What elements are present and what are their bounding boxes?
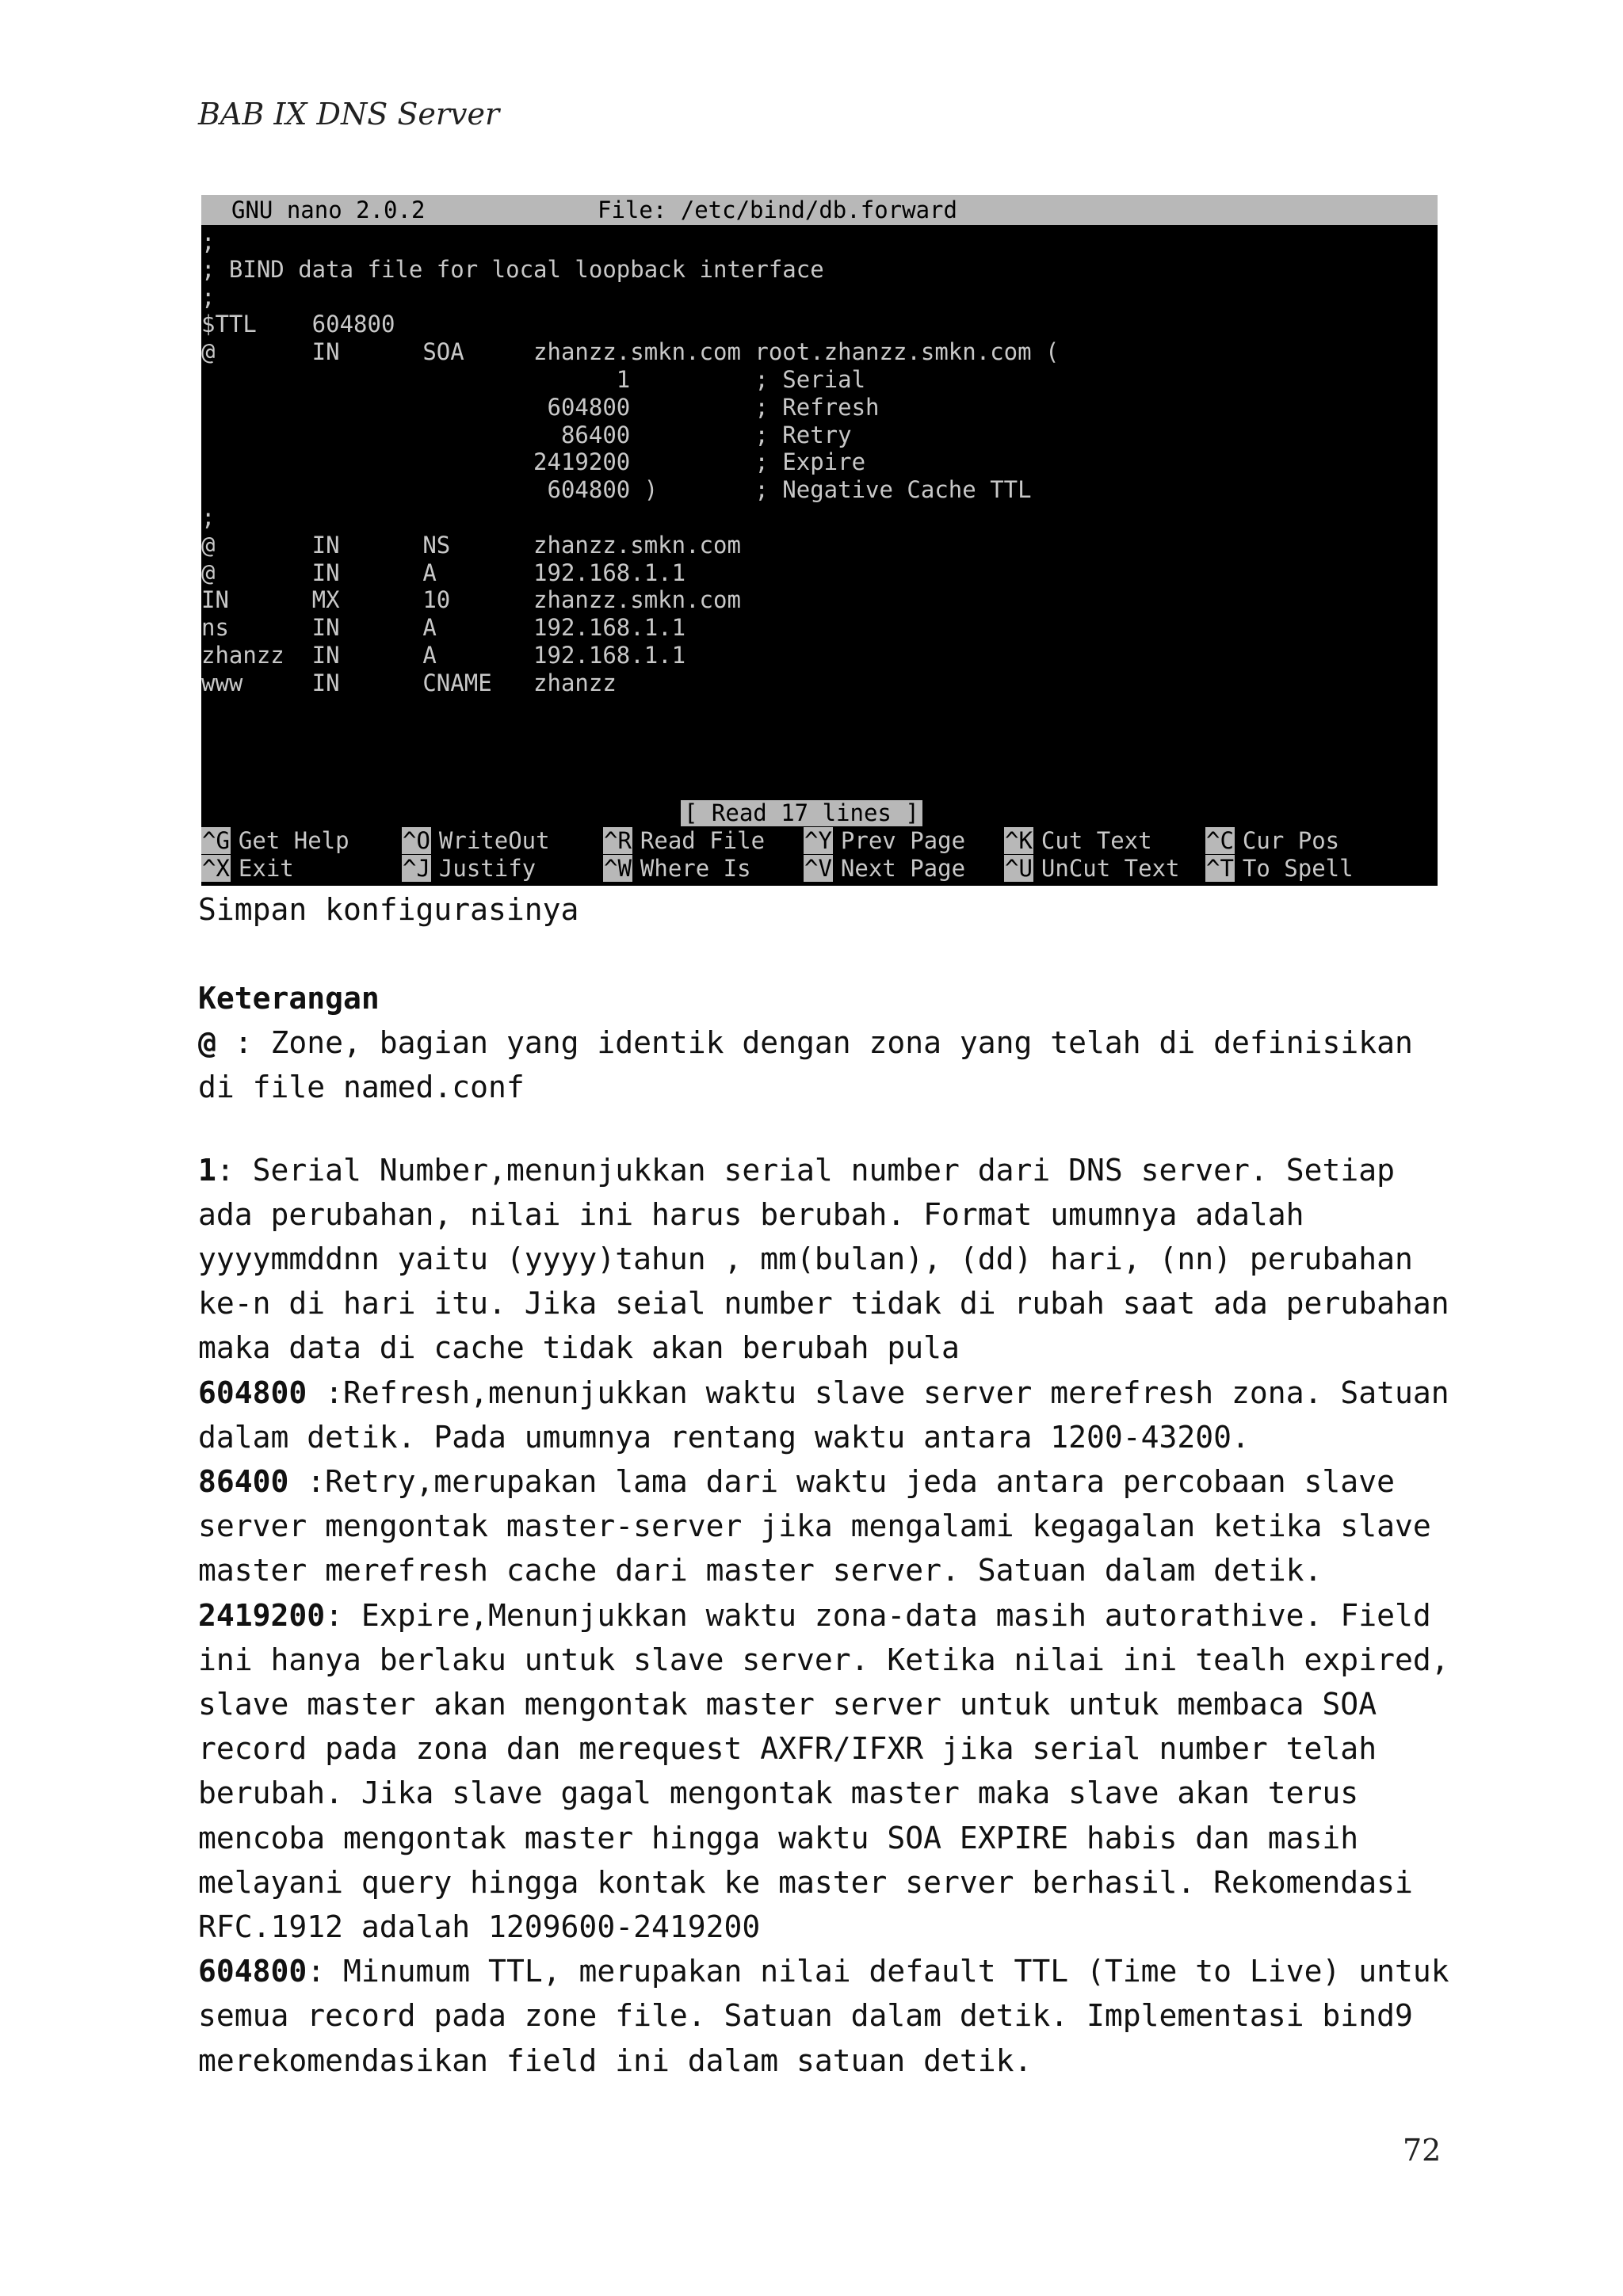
shortcut-item — [1205, 827, 1339, 855]
nano-status-message: [ Read 17 lines ] — [681, 800, 922, 826]
serial-text: : Serial Number,menunjukkan serial number dari DNS server. Setiap ada perubahan, nilai ini harus berubah. Format umumnya adalah yyyymmddnn yaitu (yyyy)tahun , mm(bulan), (dd) hari, (nn) perubahan ke-n di hari itu. Jika seial number tidak di rubah saat ada perubahan maka data di cache tidak akan berubah pula — [198, 1152, 1468, 1366]
shortcut-label: Read File — [640, 827, 766, 854]
shortcut-row-1 — [201, 827, 1438, 855]
zone-file-content — [201, 228, 1060, 697]
shortcut-label: UnCut Text — [1041, 855, 1180, 882]
shortcut-item — [1004, 855, 1180, 883]
shortcut-key: ^K — [1005, 827, 1033, 854]
shortcut-key: ^C — [1206, 827, 1234, 854]
zone-file-line: ; BIND data file for local loopback interface — [201, 255, 824, 283]
shortcut-item — [402, 855, 536, 883]
retry-text: :Retry,merupakan lama dari waktu jeda antara percobaan slave server mengontak master-server jika mengalami kegagalan ketika slave master merefresh cache dari master server. Satuan dalam detik. — [198, 1464, 1449, 1589]
refresh-text: :Refresh,menunjukkan waktu slave server merefresh zona. Satuan dalam detik. Pada umumnya rentang waktu antara 1200-43200. — [198, 1375, 1468, 1455]
zone-file-line: ; — [201, 228, 216, 255]
retry-term: 86400 — [198, 1464, 289, 1500]
zone-file-line: ; — [201, 283, 216, 311]
nano-title-bar — [201, 195, 1438, 225]
minimum-text: : Minumum TTL, merupakan nilai default TTL (Time to Live) untuk semua record pada zone file. Satuan dalam detik. Implementasi bind9 merekomendasikan field ini dalam satuan detik. — [198, 1954, 1468, 2078]
refresh-description — [198, 1371, 1466, 1459]
zone-file-line: 604800 ; Refresh — [201, 393, 880, 421]
zone-file-line: 2419200 ; Expire — [201, 448, 866, 476]
shortcut-label: Where Is — [640, 855, 751, 882]
nano-shortcut-bar — [201, 827, 1438, 883]
zone-file-line: ; — [201, 503, 216, 531]
zone-file-line: @ IN NS zhanzz.smkn.com — [201, 531, 741, 559]
shortcut-label: Get Help — [238, 827, 349, 854]
expire-text: : Expire,Menunjukkan waktu zona-data masih autorathive. Field ini hanya berlaku untuk slave server. Ketika nilai ini tealh expired, slave master akan mengontak master server untuk untuk membaca SOA record pada zona dan merequest AXFR/IFXR jika serial number telah berubah. Jika slave gagal mengontak master maka slave akan terus mencoba mengontak master hingga waktu SOA EXPIRE habis dan masih melayani query hingga kontak ke master server berhasil. Rekomendasi RFC.1912 adalah 1209600-2419200 — [198, 1597, 1468, 1945]
shortcut-key: ^J — [403, 855, 430, 882]
zone-file-line: @ IN SOA zhanzz.smkn.com root.zhanzz.smkn.com ( — [201, 338, 1060, 366]
serial-term: 1 — [198, 1152, 216, 1188]
shortcut-key: ^V — [804, 855, 832, 882]
shortcut-item — [201, 827, 349, 855]
nano-terminal-screenshot — [201, 195, 1438, 886]
zone-file-line: ns IN A 192.168.1.1 — [201, 614, 686, 642]
shortcut-key: ^O — [403, 827, 430, 854]
shortcut-label: Prev Page — [840, 827, 966, 854]
shortcut-key: ^X — [202, 855, 230, 882]
minimum-ttl-description — [198, 1949, 1466, 2083]
shortcut-key: ^T — [1206, 855, 1234, 882]
page-number: 72 — [1403, 2133, 1442, 2168]
nano-file-path: File: /etc/bind/db.forward — [598, 196, 957, 223]
serial-description — [198, 1148, 1466, 1371]
zone-file-line: IN MX 10 zhanzz.smkn.com — [201, 586, 741, 614]
shortcut-row-2 — [201, 855, 1438, 883]
shortcut-label: WriteOut — [438, 827, 550, 854]
shortcut-item — [804, 827, 965, 855]
shortcut-label: Cut Text — [1041, 827, 1152, 854]
shortcut-item — [1004, 827, 1152, 855]
zone-file-line: 604800 ) ; Negative Cache TTL — [201, 476, 1032, 504]
keterangan-heading: Keterangan — [198, 981, 380, 1016]
shortcut-key: ^U — [1005, 855, 1033, 882]
shortcut-label: Exit — [238, 855, 294, 882]
retry-description — [198, 1459, 1466, 1593]
zone-file-line: www IN CNAME zhanzz — [201, 669, 617, 696]
shortcut-item — [603, 827, 765, 855]
shortcut-label: Next Page — [840, 855, 966, 882]
shortcut-item — [201, 855, 294, 883]
keterangan-section — [198, 976, 1466, 2083]
nano-version: GNU nano 2.0.2 — [231, 196, 426, 223]
minimum-term: 604800 — [198, 1954, 307, 1989]
shortcut-key: ^Y — [804, 827, 832, 854]
shortcut-item — [804, 855, 965, 883]
shortcut-item — [1205, 855, 1354, 883]
shortcut-item — [402, 827, 550, 855]
zone-text: : Zone, bagian yang identik dengan zona yang telah di definisikan di file named.conf — [198, 1025, 1431, 1105]
shortcut-label: Cur Pos — [1242, 827, 1340, 854]
zone-file-line: @ IN A 192.168.1.1 — [201, 559, 686, 586]
shortcut-label: To Spell — [1242, 855, 1354, 882]
zone-file-line: 86400 ; Retry — [201, 421, 852, 448]
zone-file-line: zhanzz IN A 192.168.1.1 — [201, 641, 686, 669]
expire-description — [198, 1593, 1466, 1950]
shortcut-item — [603, 855, 751, 883]
refresh-term: 604800 — [198, 1375, 307, 1410]
chapter-header: BAB IX DNS Server — [198, 97, 500, 132]
shortcut-key: ^W — [604, 855, 632, 882]
shortcut-label: Justify — [438, 855, 537, 882]
zone-description — [198, 1020, 1466, 1109]
shortcut-key: ^G — [202, 827, 230, 854]
expire-term: 2419200 — [198, 1597, 326, 1633]
screenshot-caption: Simpan konfigurasinya — [198, 892, 579, 927]
zone-file-line: 1 ; Serial — [201, 365, 866, 393]
zone-term: @ — [198, 1025, 216, 1061]
shortcut-key: ^R — [604, 827, 632, 854]
zone-file-line: $TTL 604800 — [201, 311, 395, 338]
